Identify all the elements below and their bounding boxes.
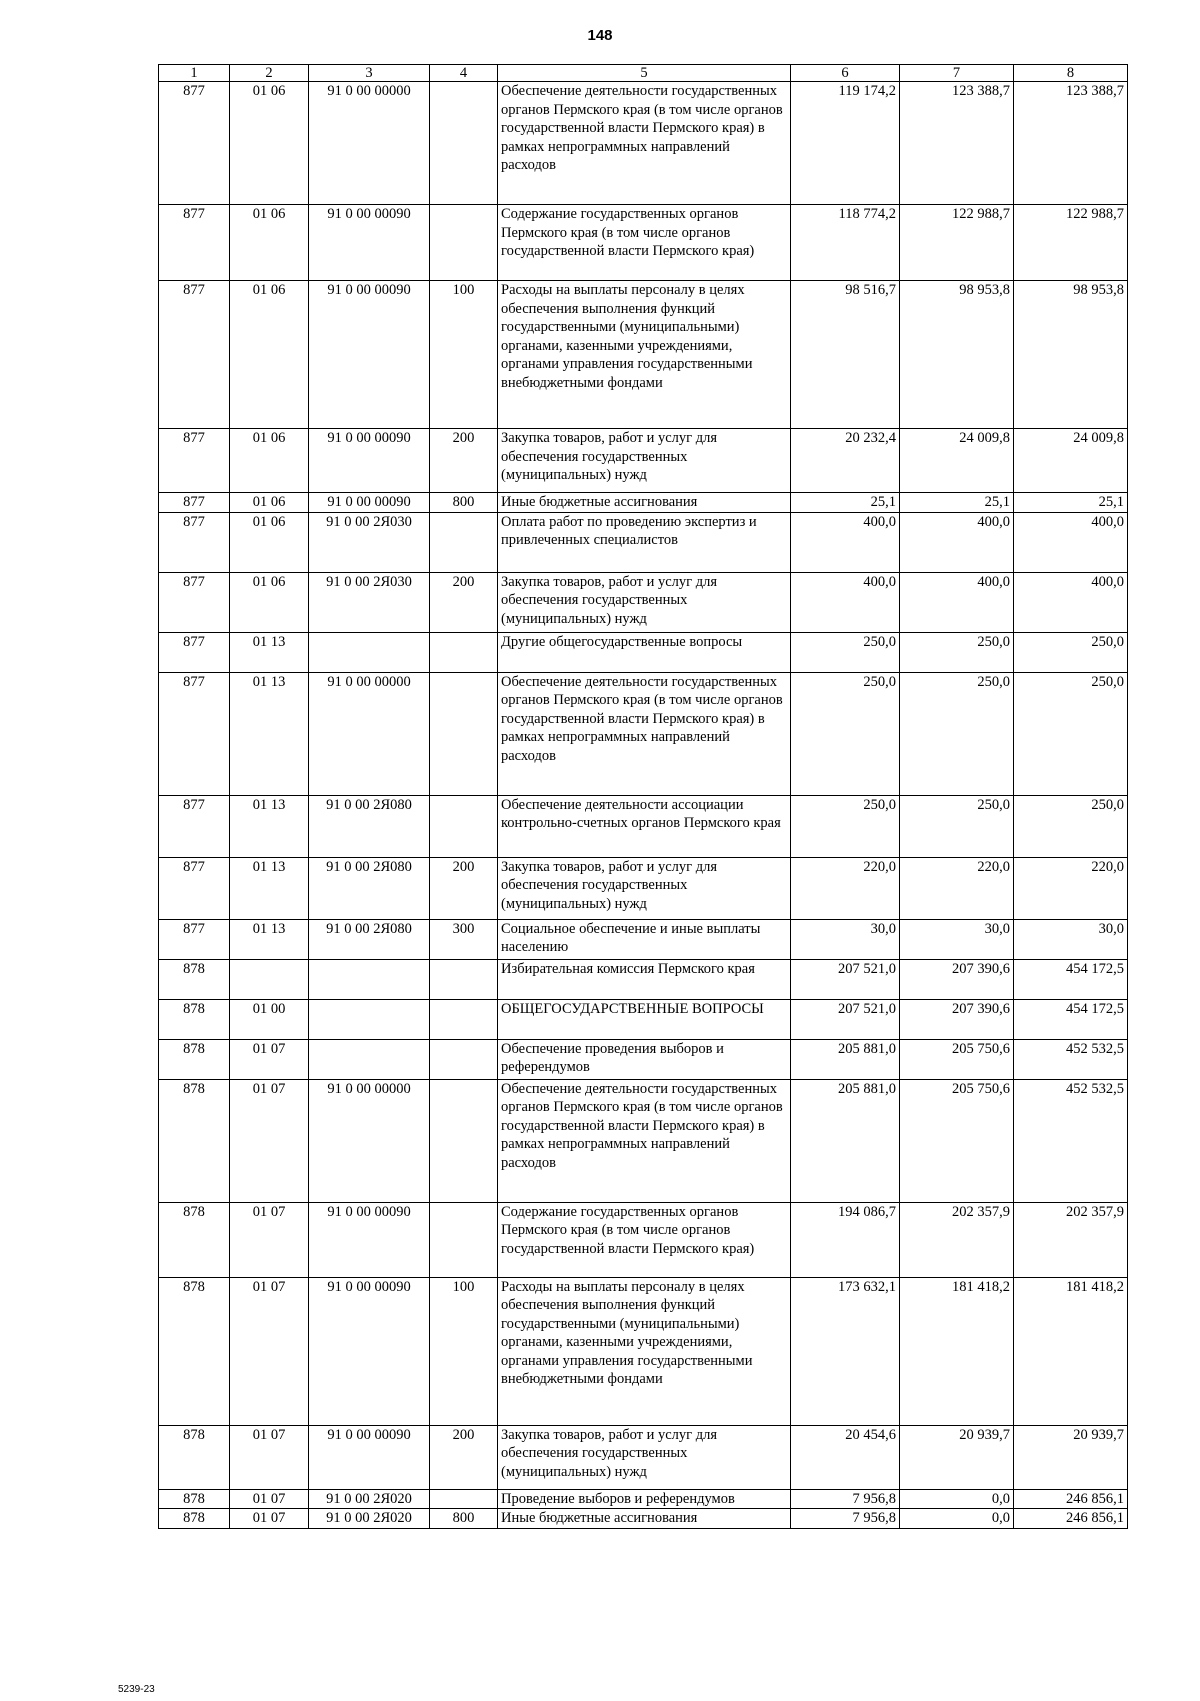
cell-amount-col7: 205 750,6 xyxy=(900,1079,1014,1202)
cell-section: 01 13 xyxy=(230,672,309,795)
cell-description: ОБЩЕГОСУДАРСТВЕННЫЕ ВОПРОСЫ xyxy=(498,999,791,1039)
table-row xyxy=(159,857,1128,919)
cell-amount-col6: 118 774,2 xyxy=(791,205,900,281)
cell-target-article: 91 0 00 00090 xyxy=(309,1277,430,1425)
cell-amount-col6: 205 881,0 xyxy=(791,1079,900,1202)
cell-description: Закупка товаров, работ и услуг для обеспечения государственных (муниципальных) нужд xyxy=(498,572,791,632)
cell-admin-code: 878 xyxy=(159,1509,230,1529)
cell-target-article: 91 0 00 2Я080 xyxy=(309,857,430,919)
cell-expense-type: 100 xyxy=(430,1277,498,1425)
cell-amount-col8: 250,0 xyxy=(1014,632,1128,672)
cell-target-article: 91 0 00 2Я030 xyxy=(309,512,430,572)
cell-amount-col7: 0,0 xyxy=(900,1489,1014,1509)
cell-admin-code: 878 xyxy=(159,1039,230,1079)
cell-expense-type xyxy=(430,672,498,795)
cell-section: 01 06 xyxy=(230,493,309,513)
cell-amount-col6: 173 632,1 xyxy=(791,1277,900,1425)
cell-amount-col6: 119 174,2 xyxy=(791,82,900,205)
cell-admin-code: 877 xyxy=(159,429,230,493)
table-row xyxy=(159,493,1128,513)
cell-amount-col6: 400,0 xyxy=(791,512,900,572)
cell-section: 01 13 xyxy=(230,632,309,672)
cell-amount-col6: 7 956,8 xyxy=(791,1509,900,1529)
column-header-1: 1 xyxy=(159,65,230,82)
cell-target-article xyxy=(309,959,430,999)
cell-amount-col8: 452 532,5 xyxy=(1014,1079,1128,1202)
page-number: 148 xyxy=(587,27,613,44)
cell-target-article xyxy=(309,1039,430,1079)
cell-target-article: 91 0 00 00000 xyxy=(309,82,430,205)
cell-amount-col6: 400,0 xyxy=(791,572,900,632)
budget-table xyxy=(158,64,1128,1529)
cell-amount-col8: 454 172,5 xyxy=(1014,999,1128,1039)
cell-amount-col7: 181 418,2 xyxy=(900,1277,1014,1425)
cell-amount-col6: 98 516,7 xyxy=(791,281,900,429)
cell-section: 01 07 xyxy=(230,1079,309,1202)
cell-amount-col7: 123 388,7 xyxy=(900,82,1014,205)
cell-amount-col8: 30,0 xyxy=(1014,919,1128,959)
cell-section: 01 06 xyxy=(230,429,309,493)
cell-amount-col8: 452 532,5 xyxy=(1014,1039,1128,1079)
cell-amount-col7: 220,0 xyxy=(900,857,1014,919)
cell-target-article: 91 0 00 00090 xyxy=(309,1425,430,1489)
cell-amount-col7: 20 939,7 xyxy=(900,1425,1014,1489)
cell-amount-col8: 400,0 xyxy=(1014,572,1128,632)
cell-amount-col8: 400,0 xyxy=(1014,512,1128,572)
table-row xyxy=(159,1489,1128,1509)
table-row xyxy=(159,572,1128,632)
cell-expense-type xyxy=(430,1079,498,1202)
cell-admin-code: 877 xyxy=(159,281,230,429)
cell-section: 01 07 xyxy=(230,1202,309,1277)
cell-expense-type xyxy=(430,1489,498,1509)
cell-section: 01 13 xyxy=(230,857,309,919)
cell-section: 01 00 xyxy=(230,999,309,1039)
cell-admin-code: 877 xyxy=(159,572,230,632)
cell-amount-col7: 207 390,6 xyxy=(900,959,1014,999)
table-row xyxy=(159,999,1128,1039)
cell-description: Содержание государственных органов Пермского края (в том числе органов государственной власти Пермского края) xyxy=(498,205,791,281)
cell-description: Обеспечение деятельности государственных органов Пермского края (в том числе органов государственной власти Пермского края) в рамках непрограммных направлений расходов xyxy=(498,1079,791,1202)
cell-amount-col6: 220,0 xyxy=(791,857,900,919)
cell-amount-col7: 30,0 xyxy=(900,919,1014,959)
cell-amount-col7: 400,0 xyxy=(900,512,1014,572)
cell-amount-col8: 246 856,1 xyxy=(1014,1509,1128,1529)
cell-expense-type: 300 xyxy=(430,919,498,959)
table-row xyxy=(159,959,1128,999)
table-row xyxy=(159,281,1128,429)
cell-section: 01 07 xyxy=(230,1039,309,1079)
table-row xyxy=(159,795,1128,857)
table-row xyxy=(159,512,1128,572)
cell-expense-type: 800 xyxy=(430,493,498,513)
cell-amount-col8: 220,0 xyxy=(1014,857,1128,919)
cell-description: Обеспечение проведения выборов и референдумов xyxy=(498,1039,791,1079)
cell-amount-col8: 123 388,7 xyxy=(1014,82,1128,205)
cell-description: Избирательная комиссия Пермского края xyxy=(498,959,791,999)
cell-expense-type xyxy=(430,512,498,572)
cell-target-article xyxy=(309,999,430,1039)
cell-amount-col6: 7 956,8 xyxy=(791,1489,900,1509)
cell-target-article: 91 0 00 00000 xyxy=(309,1079,430,1202)
table-row xyxy=(159,672,1128,795)
cell-amount-col8: 202 357,9 xyxy=(1014,1202,1128,1277)
cell-amount-col8: 98 953,8 xyxy=(1014,281,1128,429)
cell-section: 01 07 xyxy=(230,1425,309,1489)
cell-amount-col6: 30,0 xyxy=(791,919,900,959)
cell-admin-code: 877 xyxy=(159,512,230,572)
cell-amount-col7: 202 357,9 xyxy=(900,1202,1014,1277)
cell-expense-type xyxy=(430,205,498,281)
column-header-6: 6 xyxy=(791,65,900,82)
cell-description: Расходы на выплаты персоналу в целях обеспечения выполнения функций государственными (муниципальными) органами, казенными учреждениями, органами управления государственными внебюджетными фондами xyxy=(498,281,791,429)
cell-target-article: 91 0 00 00090 xyxy=(309,281,430,429)
cell-description: Расходы на выплаты персоналу в целях обеспечения выполнения функций государственными (муниципальными) органами, казенными учреждениями, органами управления государственными внебюджетными фондами xyxy=(498,1277,791,1425)
cell-amount-col8: 250,0 xyxy=(1014,795,1128,857)
cell-amount-col8: 25,1 xyxy=(1014,493,1128,513)
cell-description: Социальное обеспечение и иные выплаты населению xyxy=(498,919,791,959)
cell-amount-col8: 181 418,2 xyxy=(1014,1277,1128,1425)
cell-amount-col6: 25,1 xyxy=(791,493,900,513)
cell-expense-type xyxy=(430,795,498,857)
cell-expense-type xyxy=(430,632,498,672)
cell-section: 01 06 xyxy=(230,82,309,205)
cell-section: 01 06 xyxy=(230,205,309,281)
cell-section: 01 07 xyxy=(230,1277,309,1425)
cell-amount-col6: 250,0 xyxy=(791,795,900,857)
cell-admin-code: 878 xyxy=(159,1277,230,1425)
cell-expense-type: 200 xyxy=(430,429,498,493)
cell-description: Закупка товаров, работ и услуг для обеспечения государственных (муниципальных) нужд xyxy=(498,857,791,919)
column-header-8: 8 xyxy=(1014,65,1128,82)
cell-description: Закупка товаров, работ и услуг для обеспечения государственных (муниципальных) нужд xyxy=(498,429,791,493)
cell-admin-code: 877 xyxy=(159,795,230,857)
cell-expense-type xyxy=(430,1039,498,1079)
cell-target-article: 91 0 00 00090 xyxy=(309,1202,430,1277)
table-row xyxy=(159,1277,1128,1425)
cell-target-article: 91 0 00 2Я080 xyxy=(309,919,430,959)
document-code: 5239-23 xyxy=(118,1684,155,1695)
cell-amount-col8: 122 988,7 xyxy=(1014,205,1128,281)
table-row xyxy=(159,429,1128,493)
cell-amount-col6: 205 881,0 xyxy=(791,1039,900,1079)
cell-admin-code: 877 xyxy=(159,919,230,959)
cell-amount-col8: 246 856,1 xyxy=(1014,1489,1128,1509)
cell-admin-code: 878 xyxy=(159,959,230,999)
cell-target-article xyxy=(309,632,430,672)
table-row xyxy=(159,1039,1128,1079)
cell-expense-type: 200 xyxy=(430,572,498,632)
cell-expense-type xyxy=(430,82,498,205)
cell-admin-code: 878 xyxy=(159,1489,230,1509)
cell-amount-col7: 24 009,8 xyxy=(900,429,1014,493)
table-body xyxy=(159,82,1128,1529)
cell-amount-col7: 25,1 xyxy=(900,493,1014,513)
cell-target-article: 91 0 00 00090 xyxy=(309,429,430,493)
cell-target-article: 91 0 00 00000 xyxy=(309,672,430,795)
cell-description: Обеспечение деятельности государственных органов Пермского края (в том числе органов государственной власти Пермского края) в рамках непрограммных направлений расходов xyxy=(498,672,791,795)
column-header-7: 7 xyxy=(900,65,1014,82)
cell-section: 01 07 xyxy=(230,1489,309,1509)
cell-section: 01 07 xyxy=(230,1509,309,1529)
column-header-5: 5 xyxy=(498,65,791,82)
cell-description: Проведение выборов и референдумов xyxy=(498,1489,791,1509)
table-row xyxy=(159,1425,1128,1489)
cell-amount-col7: 250,0 xyxy=(900,795,1014,857)
table-row xyxy=(159,82,1128,205)
column-header-3: 3 xyxy=(309,65,430,82)
cell-amount-col7: 207 390,6 xyxy=(900,999,1014,1039)
cell-admin-code: 878 xyxy=(159,999,230,1039)
cell-amount-col6: 20 232,4 xyxy=(791,429,900,493)
table-row xyxy=(159,1079,1128,1202)
cell-target-article: 91 0 00 2Я020 xyxy=(309,1509,430,1529)
cell-expense-type xyxy=(430,999,498,1039)
cell-section: 01 13 xyxy=(230,919,309,959)
cell-amount-col7: 250,0 xyxy=(900,672,1014,795)
cell-target-article: 91 0 00 2Я020 xyxy=(309,1489,430,1509)
cell-amount-col6: 207 521,0 xyxy=(791,959,900,999)
cell-target-article: 91 0 00 00090 xyxy=(309,493,430,513)
cell-admin-code: 877 xyxy=(159,205,230,281)
cell-amount-col6: 194 086,7 xyxy=(791,1202,900,1277)
cell-section: 01 13 xyxy=(230,795,309,857)
cell-description: Закупка товаров, работ и услуг для обеспечения государственных (муниципальных) нужд xyxy=(498,1425,791,1489)
cell-amount-col8: 20 939,7 xyxy=(1014,1425,1128,1489)
cell-description: Другие общегосударственные вопросы xyxy=(498,632,791,672)
cell-amount-col7: 98 953,8 xyxy=(900,281,1014,429)
cell-description: Оплата работ по проведению экспертиз и привлеченных специалистов xyxy=(498,512,791,572)
cell-expense-type: 100 xyxy=(430,281,498,429)
column-header-4: 4 xyxy=(430,65,498,82)
cell-expense-type: 200 xyxy=(430,857,498,919)
cell-amount-col7: 0,0 xyxy=(900,1509,1014,1529)
cell-amount-col8: 24 009,8 xyxy=(1014,429,1128,493)
cell-section: 01 06 xyxy=(230,512,309,572)
cell-admin-code: 877 xyxy=(159,82,230,205)
cell-amount-col7: 400,0 xyxy=(900,572,1014,632)
cell-description: Содержание государственных органов Пермского края (в том числе органов государственной власти Пермского края) xyxy=(498,1202,791,1277)
cell-section xyxy=(230,959,309,999)
cell-amount-col7: 122 988,7 xyxy=(900,205,1014,281)
table-row xyxy=(159,632,1128,672)
cell-target-article: 91 0 00 2Я080 xyxy=(309,795,430,857)
cell-amount-col7: 205 750,6 xyxy=(900,1039,1014,1079)
table-row xyxy=(159,1202,1128,1277)
cell-admin-code: 878 xyxy=(159,1202,230,1277)
cell-target-article: 91 0 00 00090 xyxy=(309,205,430,281)
column-header-2: 2 xyxy=(230,65,309,82)
cell-admin-code: 878 xyxy=(159,1425,230,1489)
cell-admin-code: 877 xyxy=(159,493,230,513)
table-row xyxy=(159,919,1128,959)
cell-admin-code: 878 xyxy=(159,1079,230,1202)
cell-admin-code: 877 xyxy=(159,857,230,919)
cell-expense-type: 800 xyxy=(430,1509,498,1529)
cell-expense-type: 200 xyxy=(430,1425,498,1489)
cell-expense-type xyxy=(430,959,498,999)
cell-expense-type xyxy=(430,1202,498,1277)
cell-amount-col6: 250,0 xyxy=(791,672,900,795)
cell-description: Иные бюджетные ассигнования xyxy=(498,1509,791,1529)
cell-description: Обеспечение деятельности государственных органов Пермского края (в том числе органов государственной власти Пермского края) в рамках непрограммных направлений расходов xyxy=(498,82,791,205)
cell-admin-code: 877 xyxy=(159,632,230,672)
cell-admin-code: 877 xyxy=(159,672,230,795)
cell-description: Обеспечение деятельности ассоциации контрольно-счетных органов Пермского края xyxy=(498,795,791,857)
cell-amount-col6: 207 521,0 xyxy=(791,999,900,1039)
column-number-row xyxy=(159,65,1128,82)
cell-amount-col7: 250,0 xyxy=(900,632,1014,672)
table-row xyxy=(159,1509,1128,1529)
cell-amount-col6: 250,0 xyxy=(791,632,900,672)
cell-description: Иные бюджетные ассигнования xyxy=(498,493,791,513)
cell-amount-col8: 250,0 xyxy=(1014,672,1128,795)
cell-target-article: 91 0 00 2Я030 xyxy=(309,572,430,632)
table-row xyxy=(159,205,1128,281)
cell-section: 01 06 xyxy=(230,572,309,632)
cell-section: 01 06 xyxy=(230,281,309,429)
cell-amount-col6: 20 454,6 xyxy=(791,1425,900,1489)
cell-amount-col8: 454 172,5 xyxy=(1014,959,1128,999)
